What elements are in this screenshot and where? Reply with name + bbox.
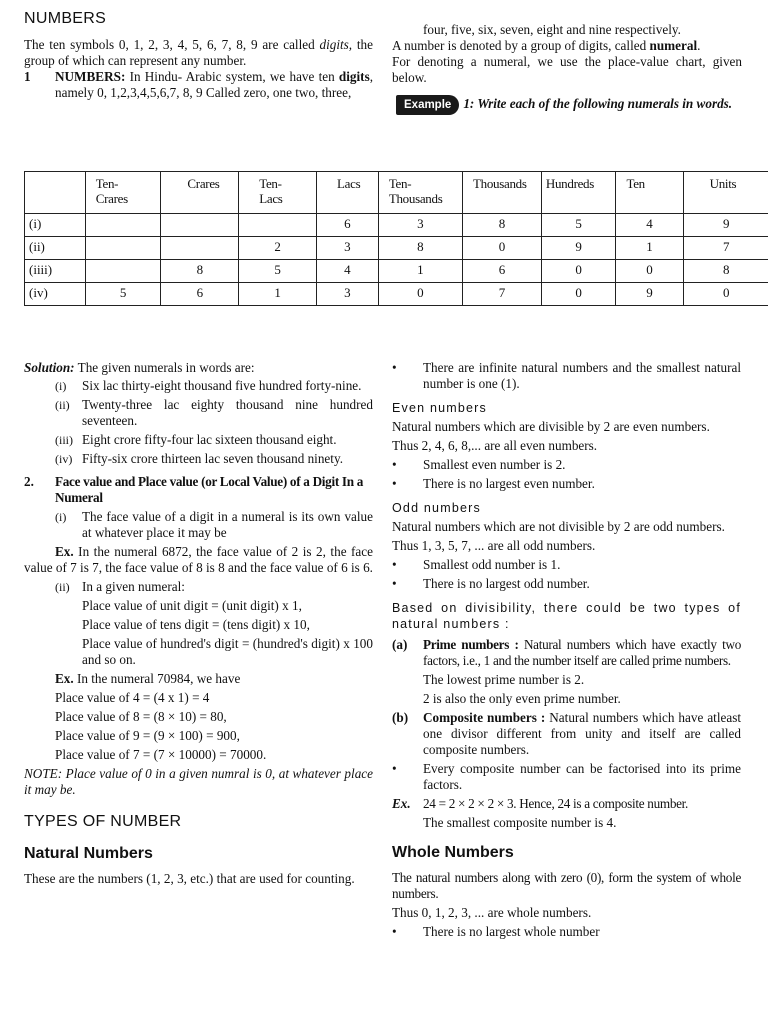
list-item: (ii) Twenty-three lac eighty thousand nine hundred seventeen. [55, 397, 373, 428]
table-cell: 1 [616, 237, 683, 260]
table-cell [85, 260, 161, 283]
place-value-rules: Place value of unit digit = (unit digit) x 1, Place value of tens digit = (tens digit) x 10, Place value of hundred's digit = (hundred's digit) x 100 and so on. [82, 598, 373, 667]
table-header-cell: Units [683, 172, 768, 214]
table-cell: 0 [541, 283, 616, 306]
solution-list [24, 378, 373, 467]
place-value-table [24, 171, 768, 306]
numeral-definition: A number is denoted by a group of digits, called numeral. [392, 38, 701, 53]
example-badge: Example [396, 95, 459, 115]
table-cell [161, 237, 239, 260]
table-cell: 4 [616, 214, 683, 237]
subheading-odd: Odd numbers [392, 501, 481, 515]
table-cell: 0 [683, 283, 768, 306]
table-cell: (iiii) [25, 260, 86, 283]
table-cell: 6 [317, 214, 379, 237]
section-title-whole: Whole Numbers [392, 844, 514, 861]
table-row [25, 260, 768, 283]
table-cell: 7 [463, 283, 542, 306]
table-cell: 9 [541, 237, 616, 260]
table-cell: 2 [239, 237, 317, 260]
table-cell: 0 [616, 260, 683, 283]
list-item: • There is no largest even number. [392, 476, 595, 491]
table-cell: 4 [317, 260, 379, 283]
table-cell [85, 214, 161, 237]
list-item: • Smallest odd number is 1. [392, 557, 561, 572]
table-cell: 8 [161, 260, 239, 283]
table-cell: 0 [378, 283, 462, 306]
table-header-cell: Ten- Lacs [239, 172, 317, 214]
digits-continuation: four, five, six, seven, eight and nine respectively. [423, 22, 681, 37]
table-cell: 8 [683, 260, 768, 283]
list-item: • There are infinite natural numbers and the smallest natural number is one (1). [392, 360, 741, 391]
table-cell: 7 [683, 237, 768, 260]
list-item: • Smallest even number is 2. [392, 457, 566, 472]
natural-definition: These are the numbers (1, 2, 3, etc.) that are used for counting. [24, 871, 355, 886]
table-cell [239, 214, 317, 237]
table-cell: 8 [378, 237, 462, 260]
prime-item: (a) Prime numbers : Natural numbers which have exactly two factors, i.e., 1 and the number itself are called prime numbers. The lowest prime number is 2. 2 is also the only even prime number. [392, 637, 741, 706]
table-header-cell: Ten- Crares [85, 172, 161, 214]
table-header-cell: Ten- Thousands [378, 172, 462, 214]
composite-example: Ex. 24 = 2 × 2 × 2 × 3. Hence, 24 is a composite number. The smallest composite number is 4. [392, 796, 689, 830]
table-cell: 1 [378, 260, 462, 283]
table-cell: 9 [683, 214, 768, 237]
table-header-cell: Thousands [463, 172, 542, 214]
table-cell: (ii) [25, 237, 86, 260]
table-cell: 6 [161, 283, 239, 306]
table-cell: 5 [239, 260, 317, 283]
table-cell: 0 [541, 260, 616, 283]
table-cell: 3 [317, 283, 379, 306]
section-title-numbers: NUMBERS [24, 10, 107, 27]
table-cell: 3 [378, 214, 462, 237]
example-heading: Example 1: Write each of the following numerals in words. [396, 95, 732, 115]
table-row [25, 214, 768, 237]
list-item: (iv) Fifty-six crore thirteen lac seven thousand ninety. [55, 451, 343, 466]
table-cell: 1 [239, 283, 317, 306]
left-column [24, 360, 373, 887]
place-value-chart-text: For denoting a numeral, we use the place-value chart, given below. [392, 54, 742, 85]
table-cell: 9 [616, 283, 683, 306]
table-header-cell: Crares [161, 172, 239, 214]
right-column: • There are infinite natural numbers and the smallest natural number is one (1). Even numbers Natural numbers which are divisible by 2 are even numbers. Thus 2, 4, 6, 8,... are all even numbers. • Smallest even number is 2. • There is no largest even number. Odd numbers Natural numbers which are not divisible by 2 are odd numbers. Thus 1, 3, 5, 7, ... are all odd numbers. • Smallest odd number is 1. • There is no largest odd number. Based on divisibility, there could be two types of natural numbers : (a) Prime numbers : Natural numbers which have exactly two factors, i.e., 1 and the number itself are called prime numbers. The lowest prime number is 2. 2 is also the only even prime number. (b) Composite numbers : Natural numbers which have atleast one divisor different from unity and itself are called composite numbers. • Every composite number can be factorised into its prime factors. Ex. 24 = 2 × 2 × 2 × 3. Hence, 24 is a composite number. The smallest composite number is 4. Whole Numbers The natural numbers along with zero (0), form the system of whole numbers. Thus 0, 1, 2, 3, ... are whole numbers. • There is no largest whole number [392, 360, 742, 939]
solution-intro: Solution: The given numerals in words are: [24, 360, 255, 375]
face-value-heading: 2. Face value and Place value (or Local Value) of a Digit In a Numeral [24, 474, 364, 505]
table-cell: (i) [25, 214, 86, 237]
list-item: (i) Six lac thirty-eight thousand five hundred forty-nine. [55, 378, 362, 393]
table-cell: 5 [85, 283, 161, 306]
section-title-types: TYPES OF NUMBER [24, 813, 182, 830]
table-header-cell [25, 172, 86, 214]
table-cell: 6 [463, 260, 542, 283]
table-cell: (iv) [25, 283, 86, 306]
subheading-divisibility: Based on divisibility, there could be two types of natural numbers : [392, 601, 741, 631]
numbers-item-1: 1 NUMBERS: In Hindu- Arabic system, we have ten digits, namely 0, 1,2,3,4,5,6,7, 8, 9 Called zero, one two, three, [24, 69, 373, 100]
list-item: • There is no largest whole number [392, 924, 600, 939]
place-value-example: Ex. In the numeral 70984, we have [55, 671, 241, 686]
table-header-row [25, 172, 768, 214]
face-value-item-ii: (ii) In a given numeral: [55, 579, 185, 594]
table-header-cell: Ten [616, 172, 683, 214]
section-title-natural: Natural Numbers [24, 845, 153, 862]
list-item: • Every composite number can be factorised into its prime factors. [392, 761, 741, 792]
composite-item: (b) Composite numbers : Natural numbers which have atleast one divisor different from unity and itself are called composite numbers. [392, 710, 742, 757]
intro-paragraph: The ten symbols 0, 1, 2, 3, 4, 5, 6, 7, 8, 9 are called digits, the group of which can represent any number. [24, 37, 373, 68]
table-cell [161, 214, 239, 237]
list-item: (iii) Eight crore fifty-four lac sixteen thousand eight. [55, 432, 337, 447]
table-row [25, 237, 768, 260]
list-item: • There is no largest odd number. [392, 576, 590, 591]
table-cell: 0 [463, 237, 542, 260]
table-row [25, 283, 768, 306]
table-header-cell: Lacs [317, 172, 379, 214]
table-cell: 5 [541, 214, 616, 237]
place-value-example-lines: Place value of 4 = (4 x 1) = 4 Place value of 8 = (8 × 10) = 80, Place value of 9 = (9 × 100) = 900, Place value of 7 = (7 × 10000) = 70000. [55, 690, 267, 762]
face-value-item-i: (i) The face value of a digit in a numeral is its own value at whatever place it may be [55, 509, 373, 540]
table-cell [85, 237, 161, 260]
table-cell: 8 [463, 214, 542, 237]
note-text: NOTE: Place value of 0 in a given numral is 0, at whatever place it may be. [24, 766, 373, 797]
face-value-example: Ex. In the numeral 6872, the face value of 2 is 2, the face value of 7 is 7, the face value of 8 is 8 and the face value of 6 is 6. [24, 544, 373, 575]
table-cell: 3 [317, 237, 379, 260]
subheading-even: Even numbers [392, 401, 487, 415]
table-header-cell: Hundreds [541, 172, 616, 214]
